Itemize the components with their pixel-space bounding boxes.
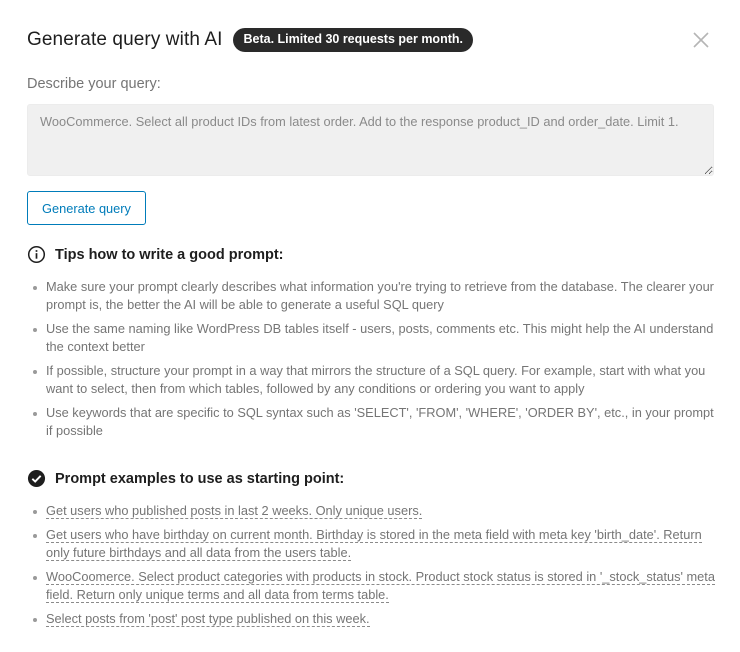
tips-heading [27, 245, 284, 264]
query-label: Describe your query: [27, 76, 161, 92]
example-link[interactable]: Get users who published posts in last 2 weeks. Only unique users. [46, 503, 423, 518]
example-item[interactable] [27, 526, 717, 563]
generate-query-button[interactable]: Generate query [27, 191, 146, 225]
query-input[interactable] [27, 104, 714, 176]
check-circle-icon [27, 469, 46, 488]
example-item[interactable] [27, 568, 717, 605]
example-link[interactable]: Get users who have birthday on current month. Birthday is stored in the meta field with meta key 'birth_date'. Return only future birthdays and all data from the users table. [46, 526, 702, 560]
tip-item: Make sure your prompt clearly describes what information you're trying to retrieve from the database. The clearer your prompt is, the better the AI will be able to generate a useful SQL query [27, 278, 717, 314]
example-link[interactable]: WooCoomerce. Select product categories with products in stock. Product stock status is stored in '_stock_status' meta field. Return only unique terms and all data from terms table. [46, 568, 715, 602]
modal-header [27, 28, 473, 52]
close-icon[interactable] [691, 30, 711, 50]
tips-list [27, 278, 717, 446]
example-item[interactable] [27, 502, 717, 521]
tips-heading-text: Tips how to write a good prompt: [55, 246, 284, 263]
example-link[interactable]: Select posts from 'post' post type published on this week. [46, 610, 370, 626]
beta-badge: Beta. Limited 30 requests per month. [233, 28, 473, 52]
modal-title: Generate query with AI [27, 29, 223, 50]
examples-heading [27, 469, 344, 488]
examples-heading-text: Prompt examples to use as starting point: [55, 470, 345, 487]
tip-item: If possible, structure your prompt in a way that mirrors the structure of a SQL query. For example, start with what you want to select, then from which tables, followed by any conditions or ordering you want to apply [27, 362, 717, 398]
examples-list [27, 502, 717, 633]
tip-item: Use the same naming like WordPress DB tables itself - users, posts, comments etc. This might help the AI understand the context better [27, 320, 717, 356]
info-icon [27, 245, 46, 264]
tip-item: Use keywords that are specific to SQL syntax such as 'SELECT', 'FROM', 'WHERE', 'ORDER BY', etc., in your prompt if possible [27, 404, 717, 440]
example-item[interactable] [27, 610, 717, 629]
